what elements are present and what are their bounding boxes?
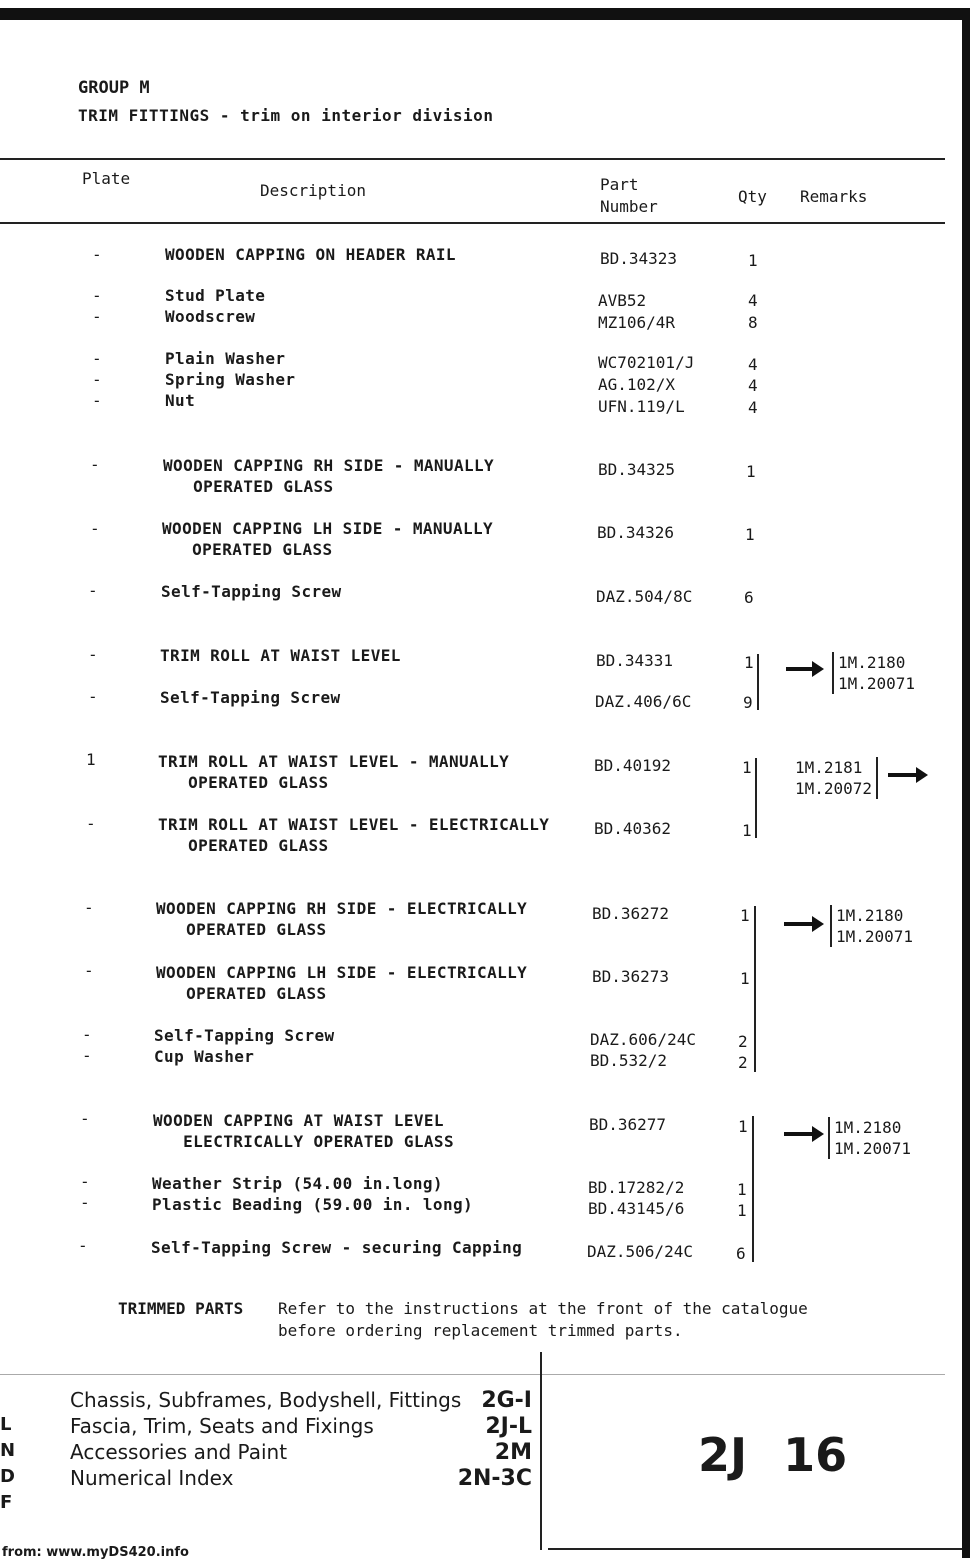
row-plate: - — [92, 245, 102, 264]
row-part-number: UFN.119/L — [598, 397, 685, 416]
index-section-code: 2J-L — [485, 1413, 532, 1439]
row-qty: 2 — [738, 1053, 748, 1072]
row-part-number: DAZ.406/6C — [595, 692, 692, 711]
row-description: Plain Washer — [165, 349, 286, 368]
row-plate: - — [84, 961, 94, 980]
row-qty: 1 — [742, 821, 752, 840]
row-description: Stud Plate — [165, 286, 266, 305]
remark-line: 1M.20071 — [836, 927, 914, 946]
row-plate: - — [88, 687, 98, 706]
remark-line: 1M.2181 — [795, 758, 863, 777]
row-part-number: BD.34331 — [596, 651, 674, 670]
row-description: Self-Tapping Screw — [161, 582, 342, 601]
section-index — [70, 1387, 532, 1491]
row-description: WOODEN CAPPING LH SIDE - ELECTRICALLY OPERATED GLASS — [156, 963, 528, 1003]
row-part-number: BD.532/2 — [590, 1051, 668, 1070]
row-qty: 1 — [740, 969, 750, 988]
row-plate: - — [90, 519, 100, 538]
footer-vertical-divider — [540, 1352, 542, 1550]
col-qty: Qty — [738, 187, 767, 206]
footer-bottom-rule — [548, 1548, 962, 1550]
header-rule-top — [0, 158, 945, 160]
row-description: TRIM ROLL AT WAIST LEVEL - MANUALLY OPERATED GLASS — [158, 752, 510, 792]
row-plate: - — [92, 391, 102, 410]
row-qty: 1 — [738, 1117, 748, 1136]
edge-tab-letters — [0, 1412, 15, 1516]
row-description: Weather Strip (54.00 in.long) — [152, 1174, 443, 1193]
row-qty: 1 — [744, 653, 754, 672]
row-qty: 6 — [736, 1244, 746, 1263]
row-qty: 4 — [748, 291, 758, 310]
row-plate: - — [80, 1109, 90, 1128]
row-part-number: BD.36273 — [592, 967, 670, 986]
index-section-name: Numerical Index — [70, 1466, 234, 1490]
remark-range — [828, 1117, 911, 1159]
row-plate: - — [80, 1172, 90, 1191]
scan-top-border — [0, 8, 970, 20]
col-part-number — [600, 174, 658, 218]
row-qty: 4 — [748, 355, 758, 374]
edge-letter: F — [0, 1492, 13, 1513]
col-remarks: Remarks — [800, 187, 868, 206]
group-bracket — [752, 1116, 754, 1262]
remark-line: 1M.20072 — [795, 779, 873, 798]
row-part-number: BD.43145/6 — [588, 1199, 685, 1218]
row-plate: - — [92, 286, 102, 305]
index-section-name: Accessories and Paint — [70, 1440, 288, 1464]
section-subtitle: TRIM FITTINGS - trim on interior division — [78, 106, 494, 125]
index-section-code: 2N-3C — [457, 1465, 532, 1491]
group-title: GROUP M — [78, 78, 150, 98]
row-qty: 6 — [744, 588, 754, 607]
edge-letter: L — [0, 1414, 12, 1435]
row-description: Self-Tapping Screw - securing Capping — [151, 1238, 523, 1257]
row-qty: 2 — [738, 1032, 748, 1051]
index-section-code: 2G-I — [481, 1387, 532, 1413]
index-row — [70, 1439, 532, 1465]
index-row — [70, 1465, 532, 1491]
row-plate: - — [88, 645, 98, 664]
row-plate: - — [88, 581, 98, 600]
row-part-number: BD.34323 — [600, 249, 678, 268]
row-description: Self-Tapping Screw — [154, 1026, 335, 1045]
row-description: TRIM ROLL AT WAIST LEVEL — [160, 646, 401, 665]
remark-line: 1M.2180 — [836, 906, 904, 925]
remark-line: 1M.20071 — [834, 1139, 912, 1158]
row-qty: 1 — [740, 906, 750, 925]
row-part-number: BD.40192 — [594, 756, 672, 775]
row-part-number: AG.102/X — [598, 375, 676, 394]
col-description: Description — [260, 181, 366, 200]
row-description: WOODEN CAPPING LH SIDE - MANUALLY OPERATED GLASS — [162, 519, 494, 559]
arrow-right-icon — [784, 1132, 814, 1136]
remark-line: 1M.2180 — [834, 1118, 902, 1137]
row-qty: 4 — [748, 376, 758, 395]
index-row — [70, 1413, 532, 1439]
row-description: WOODEN CAPPING AT WAIST LEVEL ELECTRICALLY OPERATED GLASS — [153, 1111, 454, 1151]
row-description: Plastic Beading (59.00 in. long) — [152, 1195, 474, 1214]
row-description: TRIM ROLL AT WAIST LEVEL - ELECTRICALLY OPERATED GLASS — [158, 815, 550, 855]
arrow-right-icon — [888, 773, 918, 777]
source-watermark: from: www.myDS420.info — [2, 1545, 189, 1560]
remark-range — [832, 652, 915, 694]
col-part-line2: Number — [600, 197, 658, 216]
row-part-number: WC702101/J — [598, 353, 695, 372]
col-plate: Plate — [82, 169, 131, 188]
row-description: Spring Washer — [165, 370, 296, 389]
group-bracket — [754, 906, 756, 1072]
edge-letter: N — [0, 1440, 16, 1461]
row-plate: - — [92, 370, 102, 389]
col-part-line1: Part — [600, 175, 639, 194]
row-part-number: DAZ.504/8C — [596, 587, 693, 606]
index-row — [70, 1387, 532, 1413]
row-description: WOODEN CAPPING ON HEADER RAIL — [165, 245, 456, 264]
arrow-right-icon — [784, 922, 814, 926]
row-qty: 1 — [742, 758, 752, 777]
row-qty: 1 — [746, 462, 756, 481]
row-description: Woodscrew — [165, 307, 256, 326]
row-part-number: BD.36277 — [589, 1115, 667, 1134]
row-qty: 1 — [748, 251, 758, 270]
row-part-number: BD.17282/2 — [588, 1178, 685, 1197]
row-qty: 8 — [748, 313, 758, 332]
row-part-number: MZ106/4R — [598, 313, 676, 332]
row-qty: 1 — [745, 525, 755, 544]
index-section-code: 2M — [494, 1439, 532, 1465]
remark-line: 1M.2180 — [838, 653, 906, 672]
row-part-number: DAZ.506/24C — [587, 1242, 693, 1261]
row-plate: - — [82, 1046, 92, 1065]
scan-right-border — [962, 8, 970, 1558]
arrow-right-icon — [786, 667, 814, 671]
row-plate: - — [90, 455, 100, 474]
row-plate: - — [92, 349, 102, 368]
row-qty: 4 — [748, 398, 758, 417]
row-plate: - — [92, 307, 102, 326]
footer-divider — [0, 1374, 945, 1375]
row-part-number: BD.34326 — [597, 523, 675, 542]
row-part-number: DAZ.606/24C — [590, 1030, 696, 1049]
remark-range — [795, 757, 878, 799]
note-line2: before ordering replacement trimmed parts. — [278, 1321, 683, 1340]
index-section-name: Chassis, Subframes, Bodyshell, Fittings — [70, 1388, 462, 1412]
row-description: Nut — [165, 391, 196, 410]
row-description: Self-Tapping Screw — [160, 688, 341, 707]
header-rule-bottom — [0, 222, 945, 224]
row-part-number: BD.40362 — [594, 819, 672, 838]
page-number: 2J 16 — [698, 1428, 848, 1482]
trimmed-parts-note — [118, 1298, 808, 1342]
page-header — [78, 78, 493, 125]
row-part-number: BD.34325 — [598, 460, 676, 479]
row-part-number: AVB52 — [598, 291, 647, 310]
row-plate: - — [80, 1193, 90, 1212]
row-description: Cup Washer — [154, 1047, 255, 1066]
row-plate: - — [82, 1025, 92, 1044]
group-bracket — [757, 654, 759, 710]
row-plate: - — [86, 814, 96, 833]
group-bracket — [755, 758, 757, 838]
row-plate: 1 — [86, 750, 96, 769]
remark-line: 1M.20071 — [838, 674, 916, 693]
row-plate: - — [78, 1236, 88, 1255]
row-plate: - — [84, 898, 94, 917]
row-description: WOODEN CAPPING RH SIDE - MANUALLY OPERATED GLASS — [163, 456, 495, 496]
row-qty: 1 — [737, 1201, 747, 1220]
row-qty: 1 — [737, 1180, 747, 1199]
note-label: TRIMMED PARTS — [118, 1299, 244, 1318]
edge-letter: D — [0, 1466, 15, 1487]
note-line1: Refer to the instructions at the front of the catalogue — [278, 1299, 808, 1318]
row-part-number: BD.36272 — [592, 904, 670, 923]
row-qty: 9 — [743, 693, 753, 712]
remark-range — [830, 905, 913, 947]
row-description: WOODEN CAPPING RH SIDE - ELECTRICALLY OPERATED GLASS — [156, 899, 528, 939]
index-section-name: Fascia, Trim, Seats and Fixings — [70, 1414, 374, 1438]
